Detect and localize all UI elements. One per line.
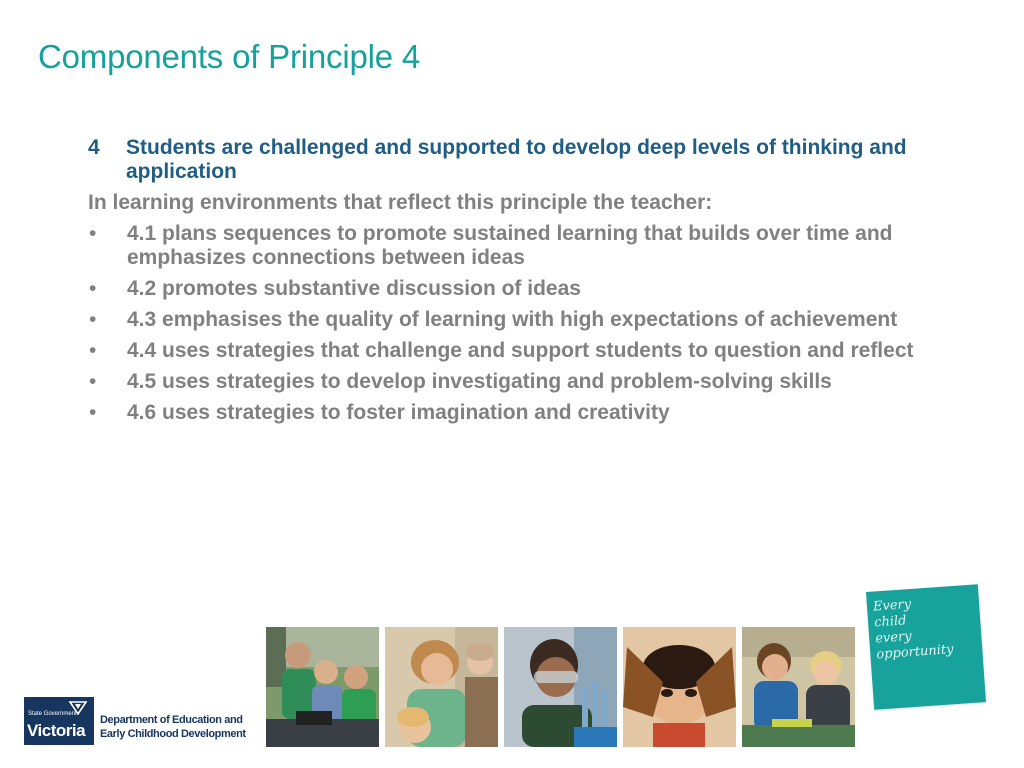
bullet-marker: • [89,308,97,331]
tagline-line: Every [872,596,912,615]
bullet-text: 4.6 uses strategies to foster imagination and creativity [127,401,670,424]
photo-teacher-student-image [385,627,498,747]
bullet-marker: • [89,339,97,362]
intro-text: In learning environments that reflect this principle the teacher: [88,191,713,214]
slide-title: Components of Principle 4 [38,38,421,75]
gov-small-text: State Government [28,711,77,717]
photo-students-computer [266,627,379,747]
photo-student-science [504,627,617,747]
tagline-line: opportunity [875,642,954,663]
bullet-marker: • [89,222,97,245]
department-name [100,713,260,741]
every-child-tagline-card [866,584,986,710]
principle-text: Students are challenged and supported to develop deep levels of thinking and application [126,136,907,183]
bullet-text: 4.4 uses strategies that challenge and support students to question and reflect [127,339,914,362]
tagline-line: child [873,613,907,631]
principle-heading [88,136,938,184]
bullet-item-4-4 [88,339,938,363]
victoria-logo-box [24,697,94,745]
bullet-item-4-3 [88,308,938,332]
photo-women-learning [742,627,855,747]
photo-women-learning-image [742,627,855,747]
photo-teacher-student [385,627,498,747]
principle-number: 4 [88,136,100,159]
bullet-marker: • [89,277,97,300]
photo-child-hands [623,627,736,747]
bullet-marker: • [89,370,97,393]
bullet-item-4-2 [88,277,938,301]
tagline-text [873,594,954,663]
tagline-line: every [874,629,913,647]
photo-child-hands-image [623,627,736,747]
bullet-text: 4.2 promotes substantive discussion of ideas [127,277,581,300]
bullet-item-4-5 [88,370,938,394]
dept-line-1: Department of Education and [100,714,243,726]
bullet-text: 4.3 emphasises the quality of learning with high expectations of achievement [127,308,898,331]
slide-content [88,136,938,432]
gov-victoria-text: Victoria [27,721,86,740]
dept-line-2: Early Childhood Development [100,728,246,740]
photo-student-science-image [504,627,617,747]
bullet-text: 4.5 uses strategies to develop investigating and problem-solving skills [127,370,832,393]
bullet-text: 4.1 plans sequences to promote sustained learning that builds over time and emphasizes connections between ideas [127,222,893,269]
bullet-item-4-6 [88,401,938,425]
victoria-government-logo [24,697,256,745]
bullet-item-4-1 [88,222,938,270]
photo-students-computer-image [266,627,379,747]
bullet-marker: • [89,401,97,424]
